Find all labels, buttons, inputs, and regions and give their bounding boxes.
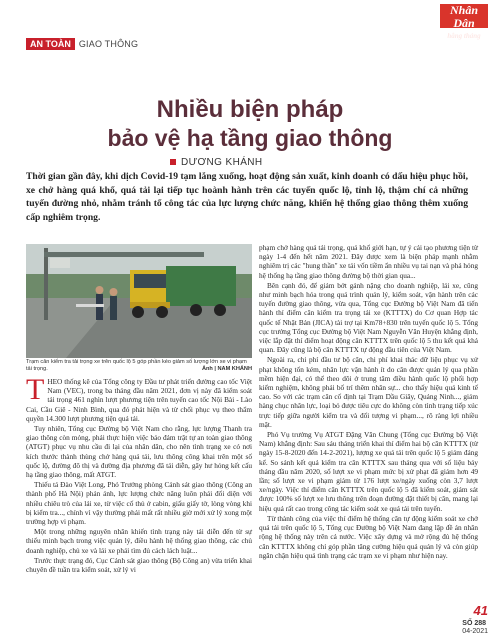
issue-date: 04-2021 [462, 628, 488, 635]
page-number: 41 [473, 603, 488, 618]
photo-caption [26, 359, 252, 373]
author-name: DƯƠNG KHÁNH [181, 157, 263, 168]
author-bullet-icon [170, 159, 176, 165]
body-paragraph: phạm chở hàng quá tải trọng, quá khổ giới hạn, tự ý cải tạo phương tiện từ ngày 1-4 đến hết năm 2021. Đây được xem là biện pháp mạnh nhằm nghiêm trị các "hung thần" xe tải vốn tiềm ẩn nhiều vụ tai nạn và phá hỏng hệ thống hạ tầng giao thông đường bộ thời gian qua... [259, 243, 478, 280]
body-column-left [26, 373, 252, 575]
section-label [26, 37, 138, 51]
section-subtitle: GIAO THÔNG [78, 39, 139, 49]
issue-number: SỐ 288 [462, 620, 487, 627]
body-paragraph: Tuy nhiên, Tổng cục Đường bộ Việt Nam cho rằng, lực lượng Thanh tra giao thông còn mỏng, phải thực hiện việc bảo đảm trật tự an toàn giao thông (ATGT) phục vụ nhu cầu đi lại của nhân dân, cho nên tình trạng xe có nơi kích thước thành thùng chở hàng quá tải, lưu thông công khai trên một số quốc lộ, đường đô thị và đường địa phương đã tái diễn, gây hư hỏng kết cấu hạ tầng giao thông, mất ATGT. [26, 424, 252, 480]
body-paragraph: Phó Vụ trưởng Vụ ATGT Đặng Văn Chung (Tổng cục Đường bộ Việt Nam) khẳng định: Sau sáu tháng triển khai thí điểm hai bộ cân KTTTX (từ ngày 15-8-2020 đến 14-2-2021), lượng xe quá tải trên quốc lộ 5 giảm đáng kể. So sánh kết quả kiểm tra cân KTTTX sau tháng qua với số liệu bảy tháng đầu năm 2020, số lượt xe vi phạm mức bị xử phạt đã giảm hơn 49 lần; số lượt xe vi phạm giảm từ 176 lượt xe/ngày xuống còn 3,7 lượt xe/ngày. Việc thí điểm cân KTTTX trên quốc lộ 5 đã kiểm soát, giám sát được 100% số lượt xe lưu thông trên đoạn đường đặt thiết bị cân, mang lại hiệu quả rất cao trong công tác kiểm soát xe quá tải trên tuyến. [259, 430, 478, 513]
body-paragraph: Từ thành công của việc thí điểm hệ thống cân tự động kiểm soát xe chở quá tải trên quốc lộ 5, Tổng cục Đường bộ Việt Nam đang lập đề án nhân rộng hệ thống này trên cả nước. Việc xây dựng và mở rộng đủ hệ thống cân KTTTX không chỉ góp phần tăng cường hiệu quả quản lý và còn giúp ngăn chặn hiệu quả tình trạng các trạm xe vi phạm như hiện nay. [259, 513, 478, 560]
body-paragraph: Thiếu tá Đào Việt Long, Phó Trưởng phòng Cảnh sát giao thông (Công an thành phố Hà Nội) phản ánh, lực lượng chức năng luôn phải đối diện với nhiều chiêu trò của lái xe, từ việc cố thủ ở cabin, giấu giấy tờ, lòng vòng khi bị kiểm tra..., chính vì vậy thường phải mất rất nhiều giờ mới xử lý xong một trường hợp vi phạm. [26, 480, 252, 527]
photo-credit: Ảnh | NAM KHÁNH [201, 366, 252, 372]
body-paragraph: Một trong những nguyên nhân khiến tình trạng này tái diễn đến từ sự thiếu minh bạch trong việc quản lý, điều hành hệ thống giao thông, các chủ doanh nghiệp, chủ xe và lái xe phải tìm đủ cách lách luật... [26, 527, 252, 555]
body-paragraph: Bên cạnh đó, để giảm bớt gánh nặng cho doanh nghiệp, lái xe, cũng như minh bạch hóa trong quá trình quản lý, kiểm soát, vận hành trên các tuyến đường giao thông, vừa qua, Tổng cục Đường bộ Việt Nam đã tiến hành thí điểm cân kiểm tra trọng tải xe (KTTTX) do Cơ quan Hợp tác quốc tế Nhật Bản (JICA) tài trợ tại Km78+830 trên tuyến quốc lộ 5. Tổng cục trưởng Tổng cục Đường bộ Việt Nam Nguyễn Văn Huyện khẳng định, việc lắp đặt thí điểm hoạt động cân KTTTX trên quốc lộ 5 thu kết quả khả quan. Đây cũng là bộ cân KTTTX tự động đầu tiên của Việt Nam. [259, 280, 478, 355]
article-lead: Thời gian gần đây, khi dịch Covid-19 tạm lắng xuống, hoạt động sản xuất, kinh doanh có dấu hiệu phục hồi, xe chở hàng quá khổ, quá tải lại tiếp tục hoành hành trên các tuyến quốc lộ, tỉnh lộ, thậm chí cả những tuyến đường nhỏ, nhằm tránh tổ công tác của lực lượng chức năng, khiến hệ thống giao thông thêm xuống cấp nghiêm trọng. [26, 171, 468, 223]
body-paragraph: THEO thống kê của Tổng công ty Đầu tư phát triển đường cao tốc Việt Nam (VEC), trong ba tháng đầu năm 2021, đơn vị này đã kiểm soát tải trọng 461 nghìn lượt phương tiện trên tuyến cao tốc Nội Bài - Lào Cai, Cầu Giẽ - Ninh Bình, qua đó phát hiện và từ chối phục vụ theo thẩm quyền 14.300 lượt phương tiện quá tải. [26, 373, 252, 423]
author-byline [170, 157, 263, 168]
caption-text: Trạm cân kiểm tra tải trọng xe trên quốc lộ 5 góp phần kéo giảm số lượng lớn xe vi phạm tải trọng. [26, 359, 247, 372]
truck-weigh-station-photo [26, 244, 252, 358]
body-column-right [259, 243, 478, 561]
issue-info [462, 620, 488, 636]
masthead-logo [440, 3, 488, 40]
article-title [60, 96, 440, 152]
logo-title: Nhân Dân [449, 3, 478, 30]
logo-subtitle: hằng tháng [447, 32, 481, 40]
title-line-2: bảo vệ hạ tầng giao thông [107, 125, 393, 151]
dropcap: T [26, 373, 45, 406]
section-tag: AN TOÀN [26, 38, 75, 50]
body-paragraph: Ngoài ra, chi phí đầu tư bộ cân, chi phí khai thác dữ liệu phục vụ xử phạt không tốn kém, nhân lực vận hành ít do cân được quản lý qua phần mềm hiện đại, có thể theo dõi ở trung tâm điều hành quốc lộ phối hợp kiểm nghiệm, không phải bố trí thêm nhân sự... cho thấy hiệu quả kinh tế cao. So với các trạm cân cố định tại Trạm Dầu Giây, Quảng Ninh..., giảm hàng chục nhân lực, loại bỏ được tiêu cực do không còn tình trạng tiếp xúc trực tiếp giữa người kiểm tra và đối tượng vi phạm..., rõ ràng lợi nhiều mặt. [259, 355, 478, 429]
article-photo [26, 244, 252, 358]
body-paragraph: Trước thực trạng đó, Cục Cảnh sát giao thông (Bộ Công an) vừa triển khai chuyên đề tuần tra kiểm soát, xử lý vi [26, 555, 252, 575]
title-line-1: Nhiều biện pháp [156, 96, 344, 123]
